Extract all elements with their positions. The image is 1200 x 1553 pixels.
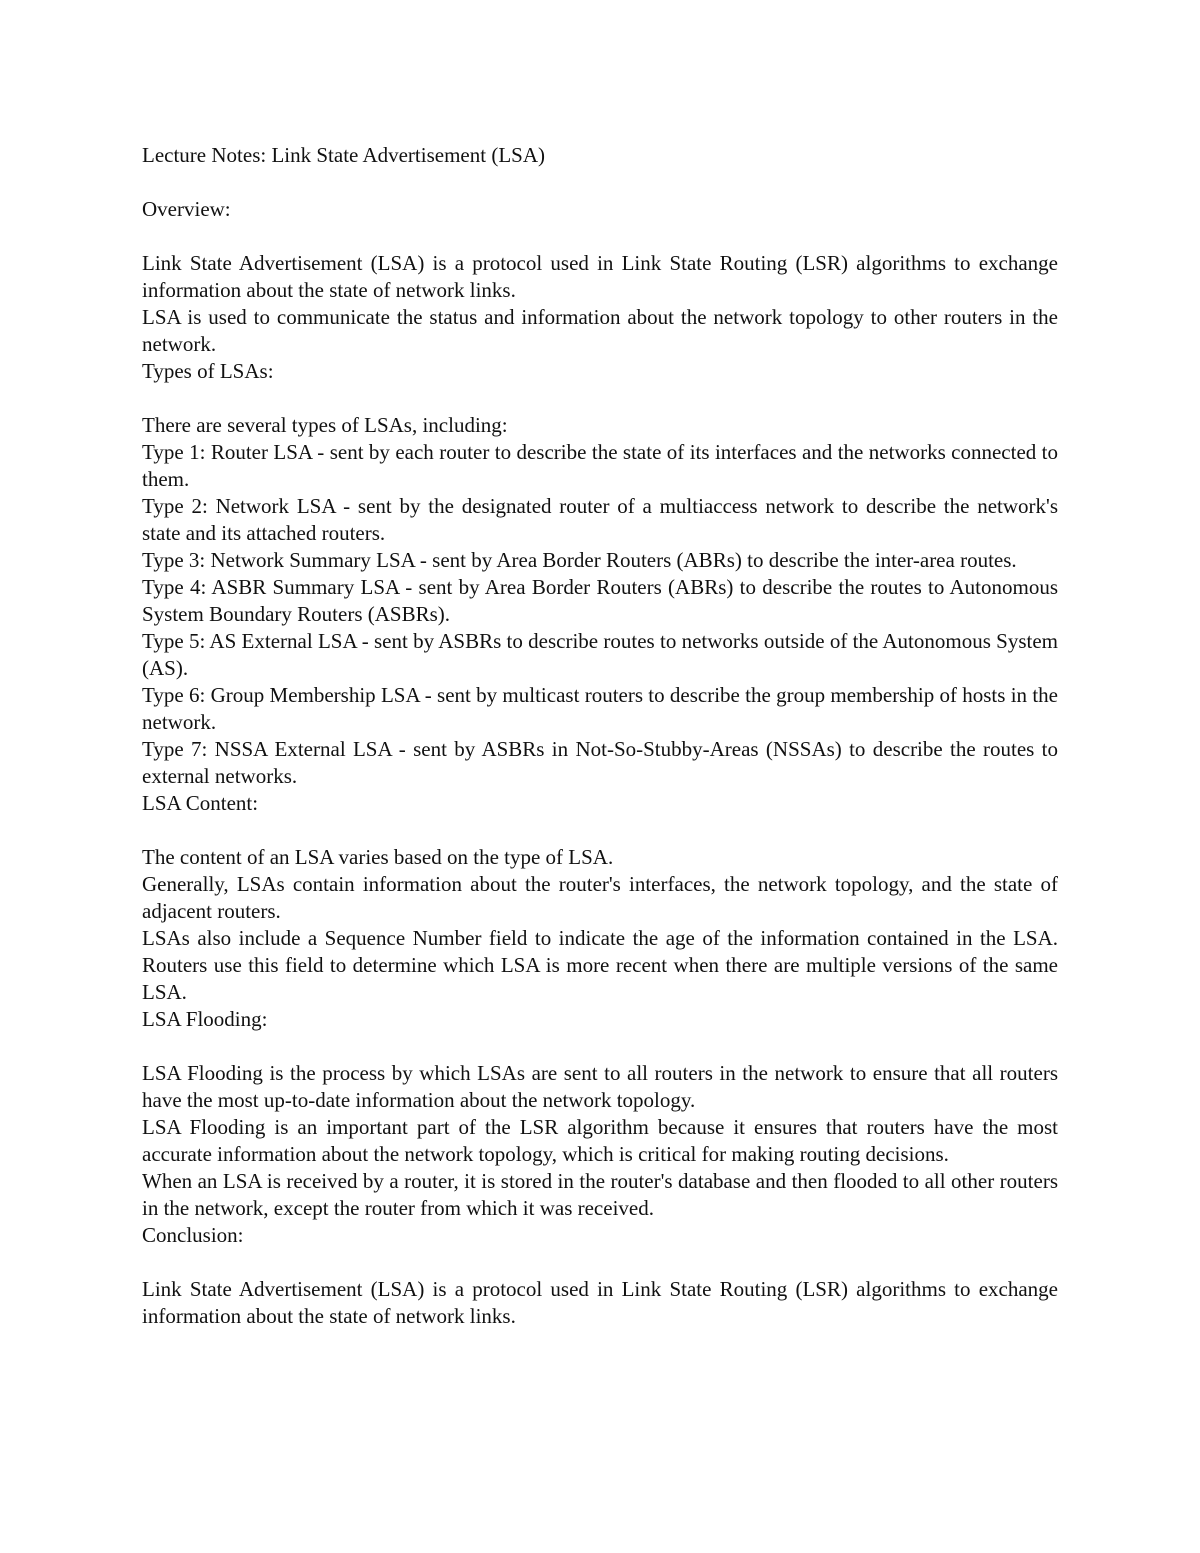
spacer xyxy=(142,817,1058,844)
types-heading: Types of LSAs: xyxy=(142,359,274,383)
spacer xyxy=(142,169,1058,196)
types-intro: There are several types of LSAs, including: xyxy=(142,413,508,437)
overview-paragraph: Link State Advertisement (LSA) is a protocol used in Link State Routing (LSR) algorithms to exchange information about the state of network links. xyxy=(142,251,1058,302)
lsa-type-item: Type 7: NSSA External LSA - sent by ASBRs in Not-So-Stubby-Areas (NSSAs) to describe the routes to external networks. xyxy=(142,737,1058,788)
conclusion-paragraph: Link State Advertisement (LSA) is a protocol used in Link State Routing (LSR) algorithms to exchange information about the state of network links. xyxy=(142,1277,1058,1328)
overview-heading: Overview: xyxy=(142,197,231,221)
lsa-type-item: Type 5: AS External LSA - sent by ASBRs to describe routes to networks outside of the Autonomous System (AS). xyxy=(142,629,1058,680)
document-title: Lecture Notes: Link State Advertisement (LSA) xyxy=(142,143,545,167)
content-paragraph: LSAs also include a Sequence Number field to indicate the age of the information contained in the LSA. Routers use this field to determine which LSA is more recent when there are multiple versions of the same LSA. xyxy=(142,926,1058,1004)
spacer xyxy=(142,1033,1058,1060)
spacer xyxy=(142,223,1058,250)
content-heading: LSA Content: xyxy=(142,791,259,815)
spacer xyxy=(142,1249,1058,1276)
document-page xyxy=(142,142,1058,1330)
flooding-paragraph: LSA Flooding is the process by which LSAs are sent to all routers in the network to ensure that all routers have the most up-to-date information about the network topology. xyxy=(142,1061,1058,1112)
lsa-type-item: Type 1: Router LSA - sent by each router to describe the state of its interfaces and the networks connected to them. xyxy=(142,440,1058,491)
lsa-type-item: Type 6: Group Membership LSA - sent by multicast routers to describe the group membership of hosts in the network. xyxy=(142,683,1058,734)
flooding-paragraph: LSA Flooding is an important part of the LSR algorithm because it ensures that routers have the most accurate information about the network topology, which is critical for making routing decisions. xyxy=(142,1115,1058,1166)
flooding-paragraph: When an LSA is received by a router, it is stored in the router's database and then flooded to all other routers in the network, except the router from which it was received. xyxy=(142,1169,1058,1220)
lsa-type-item: Type 3: Network Summary LSA - sent by Area Border Routers (ABRs) to describe the inter-area routes. xyxy=(142,548,1017,572)
lsa-type-item: Type 2: Network LSA - sent by the designated router of a multiaccess network to describe the network's state and its attached routers. xyxy=(142,494,1058,545)
spacer xyxy=(142,385,1058,412)
overview-paragraph: LSA is used to communicate the status and information about the network topology to other routers in the network. xyxy=(142,305,1058,356)
content-paragraph: Generally, LSAs contain information about the router's interfaces, the network topology, and the state of adjacent routers. xyxy=(142,872,1058,923)
content-paragraph: The content of an LSA varies based on the type of LSA. xyxy=(142,845,614,869)
conclusion-heading: Conclusion: xyxy=(142,1223,244,1247)
flooding-heading: LSA Flooding: xyxy=(142,1007,268,1031)
lsa-type-item: Type 4: ASBR Summary LSA - sent by Area Border Routers (ABRs) to describe the routes to Autonomous System Boundary Routers (ASBRs). xyxy=(142,575,1058,626)
